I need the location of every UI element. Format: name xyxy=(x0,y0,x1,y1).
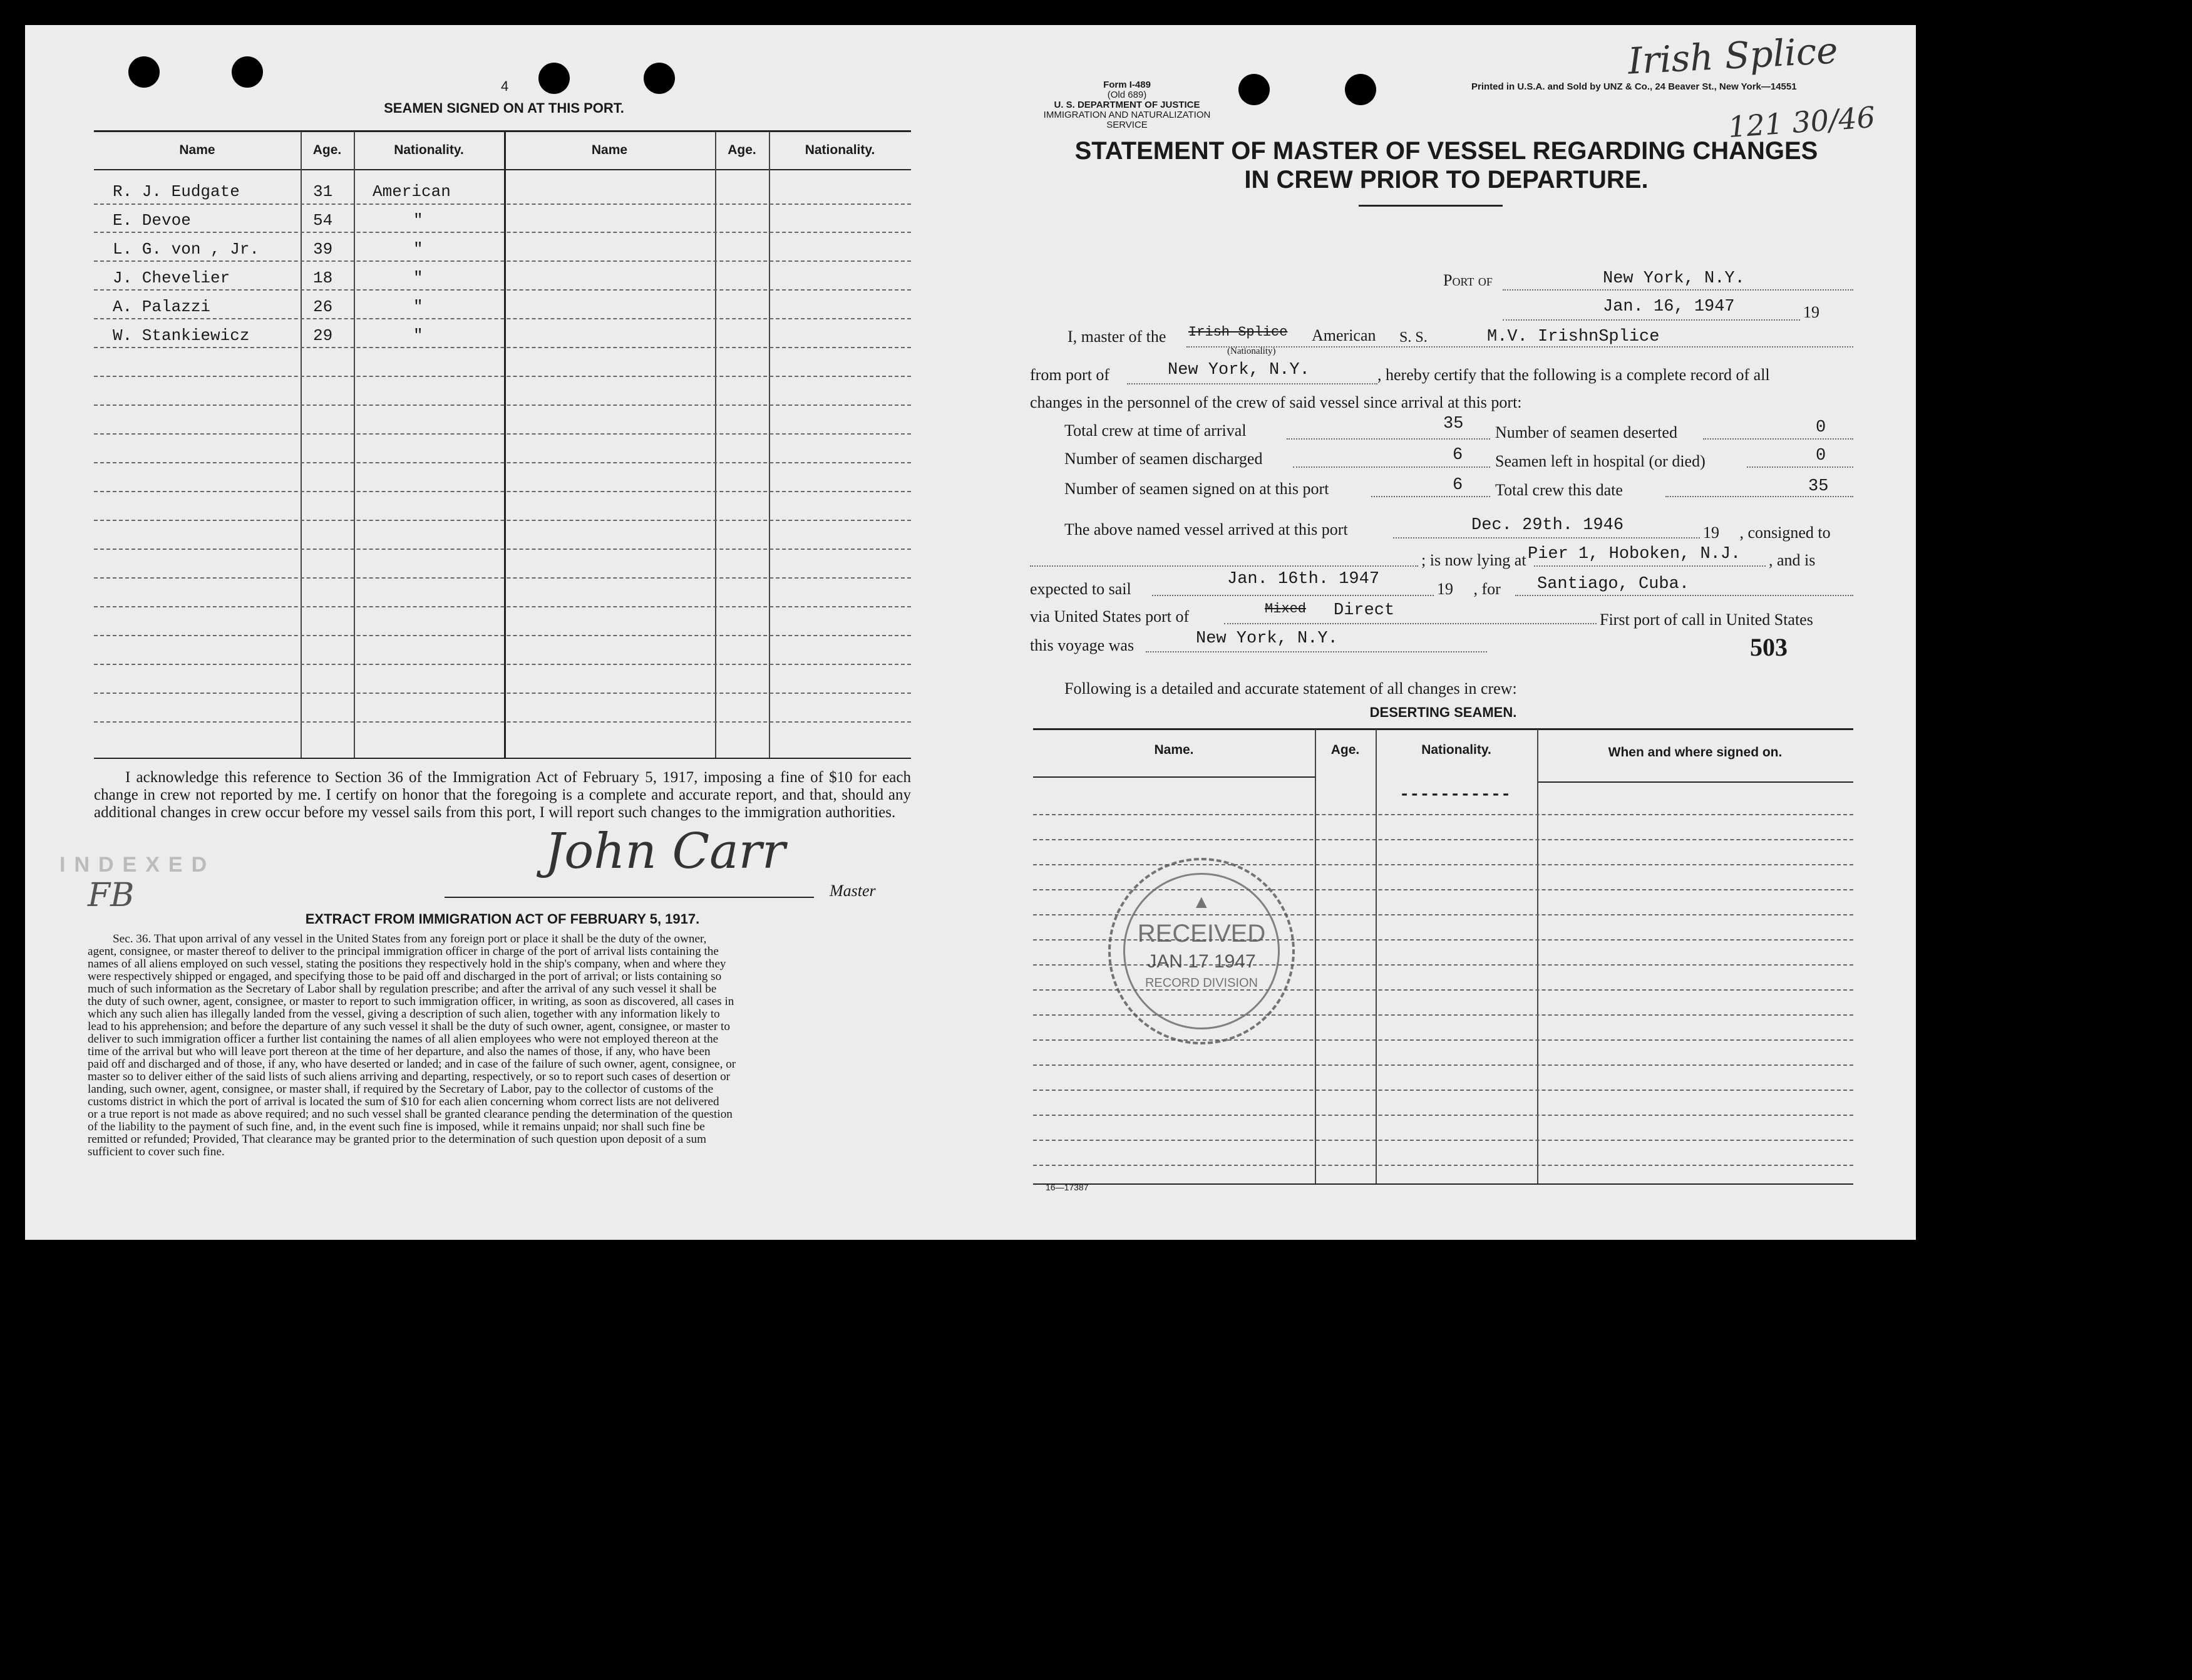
table-row-name: E. Devoe xyxy=(113,211,191,230)
stat-value-signed-on: 6 xyxy=(1453,476,1463,495)
nationality-value: American xyxy=(1312,326,1376,344)
stamp-number: 503 xyxy=(1750,633,1788,661)
extract-title: EXTRACT FROM IMMIGRATION ACT OF FEBRUARY 5, 1917. xyxy=(305,911,700,927)
form-header-block xyxy=(1033,80,1221,130)
table-top-rule xyxy=(94,130,911,132)
via-port-value: Direct xyxy=(1334,601,1395,620)
table-row-nationality: " xyxy=(413,211,423,230)
stat-value-deserted: 0 xyxy=(1816,418,1826,437)
nationality-struck: Irish Splice xyxy=(1188,324,1288,340)
port-of-label: Port of xyxy=(1443,271,1493,289)
via-label: via United States port of xyxy=(1030,607,1190,626)
destination-value: Santiago, Cuba. xyxy=(1537,575,1690,594)
extract-line: which any such alien has illegally landed from the vessel, giving a description of such alien, together with any information likely to xyxy=(88,1007,720,1021)
stat-value-total-arrival: 35 xyxy=(1443,415,1464,433)
changes-text: changes in the personnel of the crew of said vessel since arrival at this port: xyxy=(1030,393,1522,411)
deserting-col-nationality: Nationality. xyxy=(1421,743,1491,757)
extract-line: landing, such owner, agent, consignee, or master shall, if required by the Secretary of Labor, pay to the collector of customs of the xyxy=(88,1083,714,1096)
extract-line: remitted or refunded; Provided, That clearance may be granted prior to the determination of such question upon deposit of a sum xyxy=(88,1133,707,1146)
handwritten-vessel-name: Irish Splice xyxy=(1627,29,1840,83)
stat-label-hospital: Seamen left in hospital (or died) xyxy=(1495,452,1706,470)
extract-line: of the liability to the payment of such fine, and, in the event such fine is imposed, while it remains unpaid; nor shall such fine be xyxy=(88,1120,705,1133)
ss-label: S. S. xyxy=(1399,329,1428,346)
arrow-up-icon: ▲ xyxy=(1192,892,1211,912)
stat-label-total-arrival: Total crew at time of arrival xyxy=(1064,421,1247,440)
extract-line: were respectively shipped or engaged, and specifying those to be paid off and discharged in the port of arrival; or lists containing so xyxy=(88,970,722,983)
expected-date: Jan. 16th. 1947 xyxy=(1227,570,1380,589)
extract-line: deliver to such immigration officer a further list containing the names of all alien employees who were not employed thereon at the xyxy=(88,1033,719,1046)
punch-hole xyxy=(128,56,160,88)
extract-line: or a true report is not made as above required; and no such vessel shall be granted clearance pending the determination of the question xyxy=(88,1108,733,1121)
table-header-rule xyxy=(94,169,911,170)
punch-hole xyxy=(538,63,570,94)
department-name: U. S. DEPARTMENT OF JUSTICE xyxy=(1054,100,1200,110)
date-value: Jan. 16, 1947 xyxy=(1603,297,1735,316)
for-label: 19 , for xyxy=(1437,580,1501,598)
stat-value-hospital: 0 xyxy=(1816,446,1826,465)
table-row-name: A. Palazzi xyxy=(113,297,211,316)
stat-label-discharged: Number of seamen discharged xyxy=(1064,450,1263,468)
form-title xyxy=(1027,137,1866,194)
port-value: New York, N.Y. xyxy=(1603,269,1745,288)
certify-text: , hereby certify that the following is a complete record of all xyxy=(1377,366,1770,384)
form-title-line-1: STATEMENT OF MASTER OF VESSEL REGARDING CHANGES xyxy=(1074,137,1818,165)
table-row-nationality: " xyxy=(413,297,423,316)
deserting-col-when-where: When and where signed on. xyxy=(1608,745,1783,760)
master-of-label: I, master of the xyxy=(1068,327,1166,346)
acknowledgement-text: I acknowledge this reference to Section 36 of the Immigration Act of February 5, 1917, imposing a fine of $10 for each change in crew not reported by me. I certify on honor that the foregoing is a complete and accurate report, and that, should any additional changes in crew occur before my vessel sails from this port, I will report such changes to the immigration authorities. xyxy=(94,769,911,821)
signature-title: Master xyxy=(830,882,876,900)
via-struck: Mixed xyxy=(1265,601,1307,617)
table-row-age: 39 xyxy=(313,240,333,259)
form-number: Form I-489 xyxy=(1103,80,1151,90)
received-stamp-division: RECORD DIVISION xyxy=(1145,976,1258,990)
first-port-label: First port of call in United States xyxy=(1600,611,1813,629)
arrived-label: The above named vessel arrived at this port xyxy=(1064,520,1348,539)
table-row-name: L. G. von , Jr. xyxy=(113,240,260,259)
table-row-nationality: " xyxy=(413,240,423,259)
table-row-age: 29 xyxy=(313,326,333,345)
punch-hole xyxy=(1238,74,1270,105)
table-row-name: W. Stankiewicz xyxy=(113,326,250,345)
footer-code: 16—17387 xyxy=(1046,1182,1089,1192)
handwritten-reference: 121 30/46 xyxy=(1727,100,1876,145)
service-name: IMMIGRATION AND NATURALIZATION SERVICE xyxy=(1043,110,1211,130)
received-stamp-line1: RECEIVED xyxy=(1137,920,1266,947)
arrived-date: Dec. 29th. 1946 xyxy=(1471,516,1624,535)
extract-body xyxy=(88,933,914,1158)
col-header-nationality: Nationality. xyxy=(394,143,464,157)
stat-value-discharged: 6 xyxy=(1453,446,1463,465)
table-row-age: 18 xyxy=(313,269,333,287)
consigned-label: 19 , consigned to xyxy=(1703,523,1831,542)
stat-label-total-date: Total crew this date xyxy=(1495,481,1623,499)
extract-line: paid off and discharged and of those, if any, who have deserted or landed; and in case of the failure of such owner, agent, consignee, or xyxy=(88,1058,736,1071)
old-form-number: (Old 689) xyxy=(1107,90,1147,100)
table-bottom-rule xyxy=(94,758,911,759)
col-header-name-2: Name xyxy=(591,143,628,157)
table-row-name: R. J. Eudgate xyxy=(113,182,240,201)
extract-line: sufficient to cover such fine. xyxy=(88,1145,225,1158)
col-header-age: Age. xyxy=(312,143,342,157)
from-port-label: from port of xyxy=(1030,366,1110,384)
from-port-value: New York, N.Y. xyxy=(1168,361,1310,379)
left-page-title: SEAMEN SIGNED ON AT THIS PORT. xyxy=(384,100,624,116)
extract-line: agent, consignee, or master thereof to deliver to the principal immigration officer in charge of the port of arrival lists containing the xyxy=(88,945,719,958)
punch-hole xyxy=(644,63,675,94)
master-signature: John Carr xyxy=(545,823,786,880)
table-row-age: 31 xyxy=(313,182,333,201)
nationality-caption: (Nationality) xyxy=(1227,346,1276,356)
lying-at-value: Pier 1, Hoboken, N.J. xyxy=(1528,545,1741,564)
stat-label-signed-on: Number of seamen signed on at this port xyxy=(1064,480,1329,498)
vessel-name: M.V. IrishnSplice xyxy=(1487,327,1660,346)
table-row-age: 54 xyxy=(313,211,333,230)
punch-hole xyxy=(232,56,263,88)
table-row-age: 26 xyxy=(313,297,333,316)
printer-line: Printed in U.S.A. and Sold by UNZ & Co., 24 Beaver St., New York—14551 xyxy=(1471,81,1797,92)
extract-line: names of all aliens employed on such vessel, stating the positions they respectively hold in the ship's company, when and where they xyxy=(88,957,726,971)
voyage-port-value: New York, N.Y. xyxy=(1196,629,1338,648)
table-row-nationality: American xyxy=(373,182,451,201)
extract-line: the duty of such owner, agent, consignee, or master to report to such immigration officer, in writing, as soon as discovered, all cases in xyxy=(88,995,734,1008)
expected-label: expected to sail xyxy=(1030,580,1131,598)
initials-handwriting: FB xyxy=(88,877,135,914)
page-number: 4 xyxy=(501,78,509,94)
deserting-col-age: Age. xyxy=(1330,743,1360,757)
punch-hole xyxy=(1345,74,1376,105)
table-row-nationality: " xyxy=(413,269,423,287)
date-year-prefix: 19 xyxy=(1803,303,1819,321)
table-row-nationality: " xyxy=(413,326,423,345)
form-title-line-2: IN CREW PRIOR TO DEPARTURE. xyxy=(1244,166,1649,193)
deserting-nationality-filler: ----------- xyxy=(1399,786,1511,805)
extract-line: much of such information as the Secretary of Labor shall by regulation prescribe; and after the arrival of any such vessel it shall be xyxy=(88,982,717,996)
and-is-text: , and is xyxy=(1769,551,1816,569)
extract-line: customs district in which the port of arrival is located the sum of $10 for each alien concerning whom correct lists are not delivered xyxy=(88,1095,719,1108)
received-stamp-date: JAN 17 1947 xyxy=(1147,951,1256,972)
extract-line: time of the arrival but who will leave port thereon at the time of her departure, and also the names of those, if any, who have been xyxy=(88,1045,711,1058)
stat-label-deserted: Number of seamen deserted xyxy=(1495,423,1677,441)
lying-label: ; is now lying at xyxy=(1421,551,1526,569)
extract-line: lead to his apprehension; and before the departure of any such vessel it shall be the duty of such owner, agent, consignee, or master to xyxy=(88,1020,730,1033)
table-row-name: J. Chevelier xyxy=(113,269,230,287)
col-header-nationality-2: Nationality. xyxy=(805,143,875,157)
following-text: Following is a detailed and accurate statement of all changes in crew: xyxy=(1064,679,1517,698)
col-header-name: Name xyxy=(179,143,215,157)
extract-line: master so to deliver either of the said lists of such aliens arriving and departing, respectively, or so to report such cases of desertion or xyxy=(88,1070,731,1083)
deserting-col-name: Name. xyxy=(1154,743,1194,757)
extract-line: Sec. 36. That upon arrival of any vessel in the United States from any foreign port or place it shall be the duty of the owner, xyxy=(113,932,707,946)
voyage-label: this voyage was xyxy=(1030,636,1135,654)
deserting-title: DESERTING SEAMEN. xyxy=(1369,704,1517,720)
stat-value-total-date: 35 xyxy=(1808,477,1829,496)
indexed-stamp: INDEXED xyxy=(59,853,216,877)
col-header-age-2: Age. xyxy=(728,143,756,157)
received-stamp xyxy=(1108,858,1295,1044)
